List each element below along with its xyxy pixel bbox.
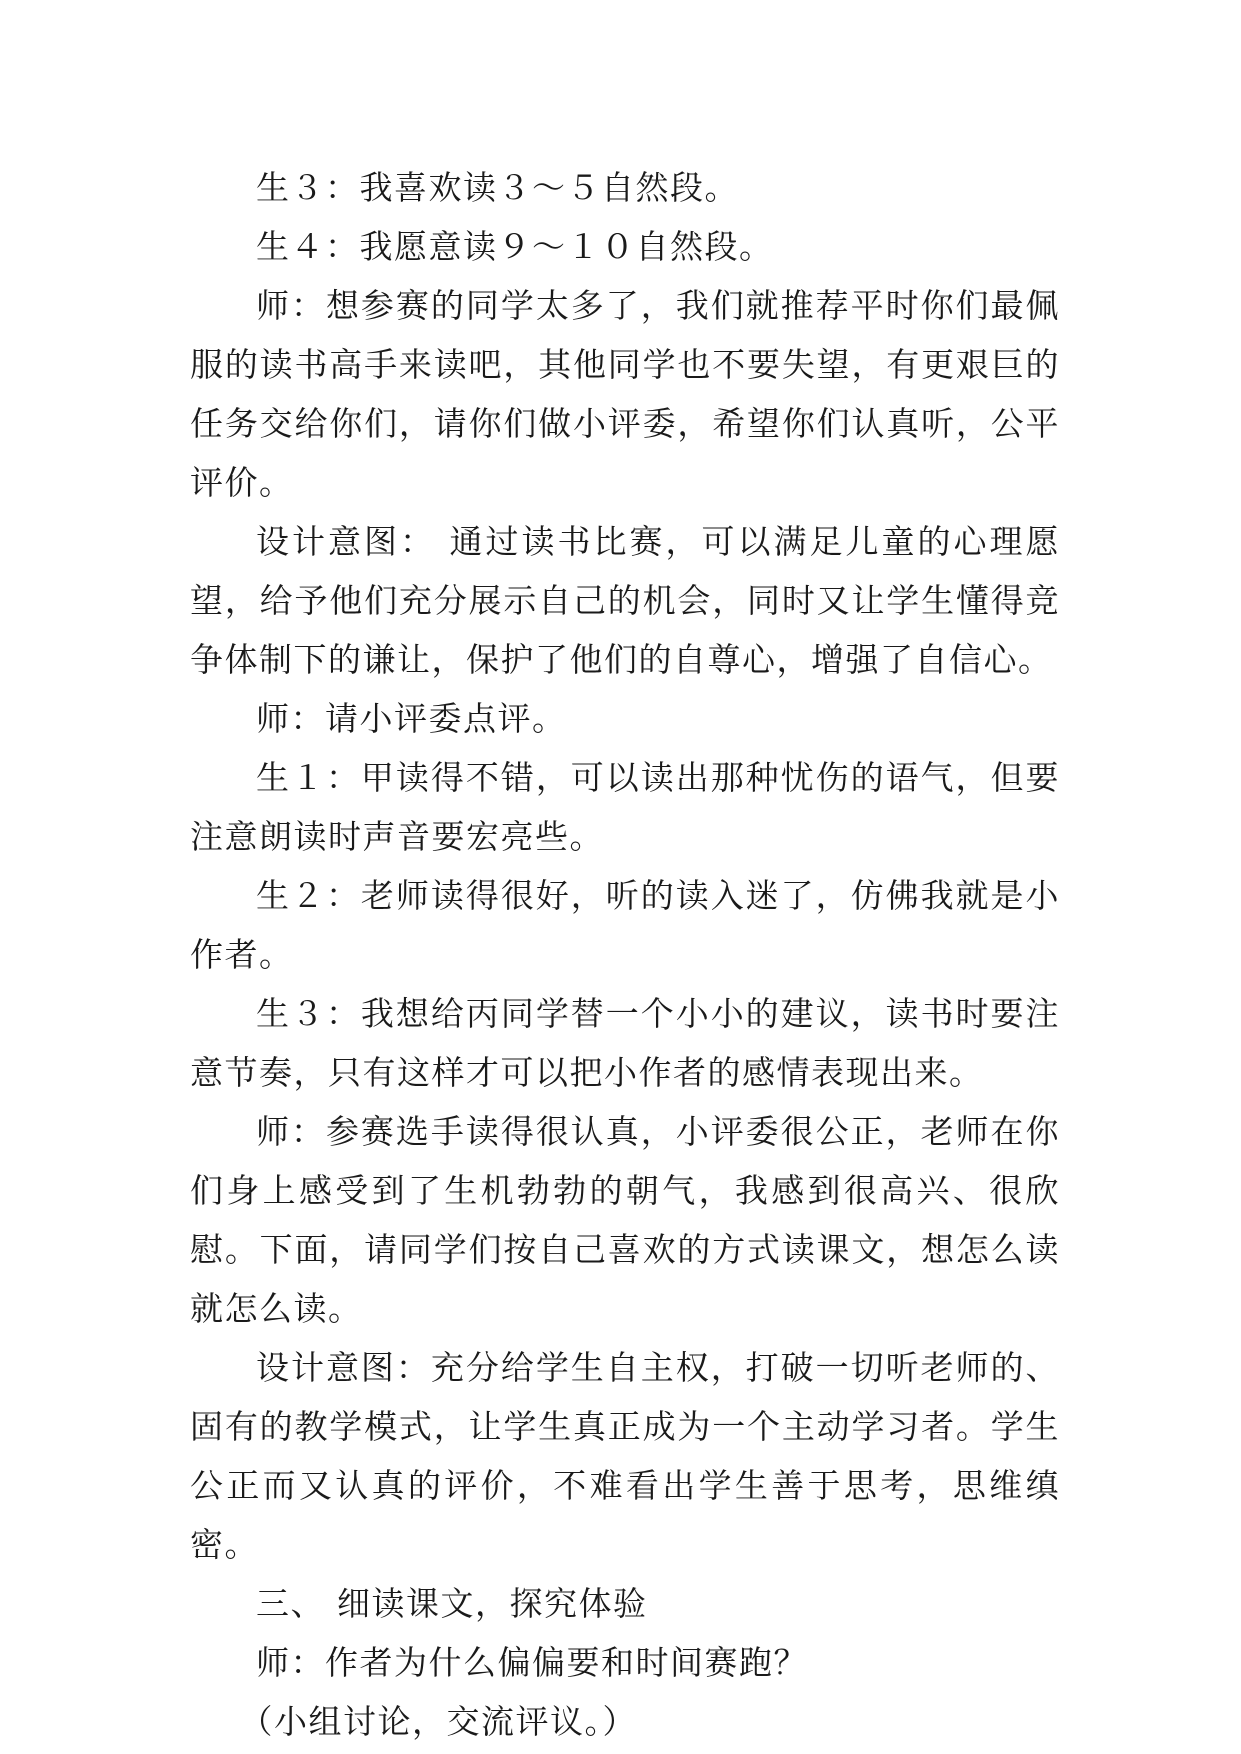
- paragraph-design-intent-1: 设计意图： 通过读书比赛，可以满足儿童的心理愿望，给予他们充分展示自己的机会，同时又让学生懂得竞争体制下的谦让，保护了他们的自尊心，增强了自信心。: [190, 522, 1060, 679]
- section-heading-three: 三、 细读课文，探究体验: [256, 1584, 648, 1623]
- paragraph-student3-review: 生３：我想给丙同学替一个小小的建议，读书时要注意节奏，只有这样才可以把小作者的感情表现出来。: [190, 994, 1060, 1092]
- document-body: [190, 158, 1060, 1751]
- paragraph-group-discussion: （小组讨论，交流评议。）: [239, 1702, 637, 1741]
- paragraph-teacher-invite-review: 师：请小评委点评。: [256, 699, 567, 738]
- paragraph-design-intent-2: 设计意图：充分给学生自主权，打破一切听老师的、固有的教学模式，让学生真正成为一个主动学习者。学生公正而又认真的评价，不难看出学生善于思考，思维缜密。: [190, 1348, 1060, 1564]
- paragraph-student3-reading: 生３：我喜欢读３～５自然段。: [256, 168, 739, 207]
- paragraph-student2-review: 生２：老师读得很好，听的读入迷了，仿佛我就是小作者。: [190, 876, 1060, 974]
- paragraph-teacher-summary: 师：参赛选手读得很认真，小评委很公正，老师在你们身上感受到了生机勃勃的朝气，我感到很高兴、很欣慰。下面，请同学们按自己喜欢的方式读课文，想怎么读就怎么读。: [190, 1112, 1060, 1328]
- paragraph-student4-reading: 生４：我愿意读９～１０自然段。: [256, 227, 774, 266]
- paragraph-teacher-question: 师：作者为什么偏偏要和时间赛跑？: [256, 1643, 808, 1682]
- paragraph-teacher-recommend: 师：想参赛的同学太多了，我们就推荐平时你们最佩服的读书高手来读吧，其他同学也不要失望，有更艰巨的任务交给你们，请你们做小评委，希望你们认真听，公平评价。: [190, 286, 1060, 502]
- paragraph-student1-review: 生１：甲读得不错，可以读出那种忧伤的语气，但要注意朗读时声音要宏亮些。: [190, 758, 1060, 856]
